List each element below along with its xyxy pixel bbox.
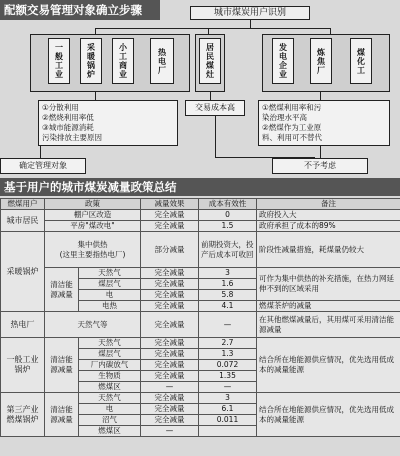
effect-cell: 完全减量	[141, 349, 199, 360]
result-manage-box: 确定管理对象	[0, 158, 86, 174]
criteria-line: ①分散利用	[42, 103, 79, 112]
cost-cell: 6.1	[199, 404, 257, 415]
central-heating-sub: (这里主要指热电厂)	[59, 249, 126, 259]
effect-cell: 完全减量	[141, 210, 199, 221]
policy-cell: 沼气	[79, 415, 141, 426]
user-thermal-plant: 热电厂	[1, 312, 45, 338]
connector	[95, 92, 96, 100]
box-small-business: 小工商业	[112, 38, 134, 84]
left-criteria-box	[38, 100, 178, 146]
table-row	[1, 338, 400, 349]
cost-cell: 1.35	[199, 371, 257, 382]
note-cell: 政府投入大	[257, 210, 400, 221]
connector	[210, 92, 211, 100]
effect-cell: 完全减量	[141, 221, 199, 232]
note-cell: 结合所在地能源供应情况，优先选用低成本的减量能源	[257, 393, 400, 437]
policy-cell: 电	[79, 404, 141, 415]
note-cell: 燃煤茶炉的减量	[257, 301, 400, 312]
connector	[250, 20, 251, 28]
table-row	[1, 210, 400, 221]
note-cell: 结合所在地能源供应情况，优先选用低成本的减量能源	[257, 338, 400, 393]
box-coking-plant: 炼焦厂	[310, 38, 332, 84]
table-row	[1, 393, 400, 404]
criteria-line: ①燃煤利用率和污	[262, 103, 322, 112]
effect-cell: 完全减量	[141, 360, 199, 371]
policy-cell: 天然气	[79, 393, 141, 404]
header-user: 燃煤用户	[1, 199, 45, 210]
effect-cell: 完全减量	[141, 301, 199, 312]
clean-energy-label: 清洁能源减量	[45, 393, 79, 437]
table-header-row	[1, 199, 400, 210]
policy-cell: 天然气	[79, 268, 141, 279]
criteria-line: ②燃烧利用率低	[42, 113, 94, 122]
effect-cell: 完全减量	[141, 338, 199, 349]
user-industrial-boiler: 一般工业锅炉	[1, 338, 45, 393]
box-thermal-plant: 热电厂	[150, 38, 174, 84]
cost-cell: 4.1	[199, 301, 257, 312]
criteria-line: 污染排放主要原因	[42, 133, 102, 142]
effect-cell: 部分减量	[141, 232, 199, 268]
policy-cell: 平房"煤改电"	[45, 221, 141, 232]
policy-cell: 棚户区改造	[45, 210, 141, 221]
effect-cell: 完全减量	[141, 268, 199, 279]
table-row	[1, 232, 400, 268]
cost-cell: 3	[199, 393, 257, 404]
policy-cell: 煤层气	[79, 279, 141, 290]
header-note: 备注	[257, 199, 400, 210]
policy-cell: 天然气等	[45, 312, 141, 338]
flowchart-title: 配额交易管理对象确立步骤	[0, 0, 160, 20]
policy-cell: 天然气	[79, 338, 141, 349]
policy-table-title: 基于用户的城市煤炭减量政策总结	[0, 178, 400, 196]
cost-cell: 3	[199, 268, 257, 279]
user-tertiary-boiler: 第三产业燃煤锅炉	[1, 393, 45, 437]
result-ignore-box: 不予考虑	[272, 158, 368, 174]
box-resident-stove: 居民煤灶	[199, 38, 221, 84]
policy-cell	[45, 232, 141, 268]
policy-table	[0, 198, 400, 437]
cost-cell: 0	[199, 210, 257, 221]
connector	[320, 92, 321, 100]
effect-cell: 完全减量	[141, 312, 199, 338]
cost-cell: —	[199, 382, 257, 393]
cost-cell: 5.8	[199, 290, 257, 301]
criteria-line: 料、利用可不替代	[262, 133, 322, 142]
cost-cell: 0.072	[199, 360, 257, 371]
policy-cell: 燃煤区	[79, 382, 141, 393]
header-policy: 政策	[45, 199, 141, 210]
policy-cell: 电热	[79, 301, 141, 312]
criteria-line: ③城市能源消耗	[42, 123, 94, 132]
cost-cell: 1.6	[199, 279, 257, 290]
policy-cell: 生物质	[79, 371, 141, 382]
cost-cell	[199, 426, 257, 437]
cost-cell: 前期投资大，投产后成本可收回	[199, 232, 257, 268]
clean-energy-label: 清洁能源减量	[45, 268, 79, 312]
policy-cell: 厂内碳放气	[79, 360, 141, 371]
user-heating-boiler: 采暖锅炉	[1, 232, 45, 312]
effect-cell: —	[141, 382, 199, 393]
policy-cell: 燃煤区	[79, 426, 141, 437]
box-power-company: 发电企业	[272, 38, 294, 84]
connector	[215, 116, 216, 158]
identify-box: 城市煤炭用户识别	[190, 6, 310, 20]
note-cell: 阶段性减量措施，耗煤量仍较大	[257, 232, 400, 268]
note-cell: 在其他燃煤减量后，其用煤可采用清洁能源减量	[257, 312, 400, 338]
criteria-line: ②燃煤作为工业原	[262, 123, 322, 132]
effect-cell: 完全减量	[141, 404, 199, 415]
connector	[40, 146, 41, 158]
header-cost: 成本有效性	[199, 199, 257, 210]
box-general-industry: 一般工业	[48, 38, 70, 84]
effect-cell: 完全减量	[141, 290, 199, 301]
clean-energy-label: 清洁能源减量	[45, 338, 79, 393]
header-effect: 减量效果	[141, 199, 199, 210]
cost-cell: —	[199, 312, 257, 338]
table-row	[1, 312, 400, 338]
table-row	[1, 268, 400, 279]
effect-cell: 完全减量	[141, 279, 199, 290]
note-cell: 政府承担了成本的89%	[257, 221, 400, 232]
policy-cell: 电	[79, 290, 141, 301]
cost-cell: 2.7	[199, 338, 257, 349]
policy-cell: 煤层气	[79, 349, 141, 360]
effect-cell: 完全减量	[141, 371, 199, 382]
connector	[95, 28, 331, 29]
cost-cell: 1.3	[199, 349, 257, 360]
criteria-line: 染治理水平高	[262, 113, 307, 122]
mid-criteria-box: 交易成本高	[185, 100, 245, 116]
user-resident: 城市居民	[1, 210, 45, 232]
effect-cell: 完全减量	[141, 393, 199, 404]
cost-cell: 1.5	[199, 221, 257, 232]
box-coal-chemical: 煤化工	[350, 38, 372, 84]
note-cell: 可作为集中供热的补充措施，在热力网延伸不到的区域采用	[257, 268, 400, 301]
effect-cell: —	[141, 426, 199, 437]
right-criteria-box	[258, 100, 390, 146]
box-heating-boiler: 采暖锅炉	[80, 38, 102, 84]
effect-cell: 完全减量	[141, 415, 199, 426]
central-heating-label: 集中供热	[77, 239, 108, 249]
connector	[320, 146, 321, 158]
cost-cell: 0.011	[199, 415, 257, 426]
table-row	[1, 221, 400, 232]
